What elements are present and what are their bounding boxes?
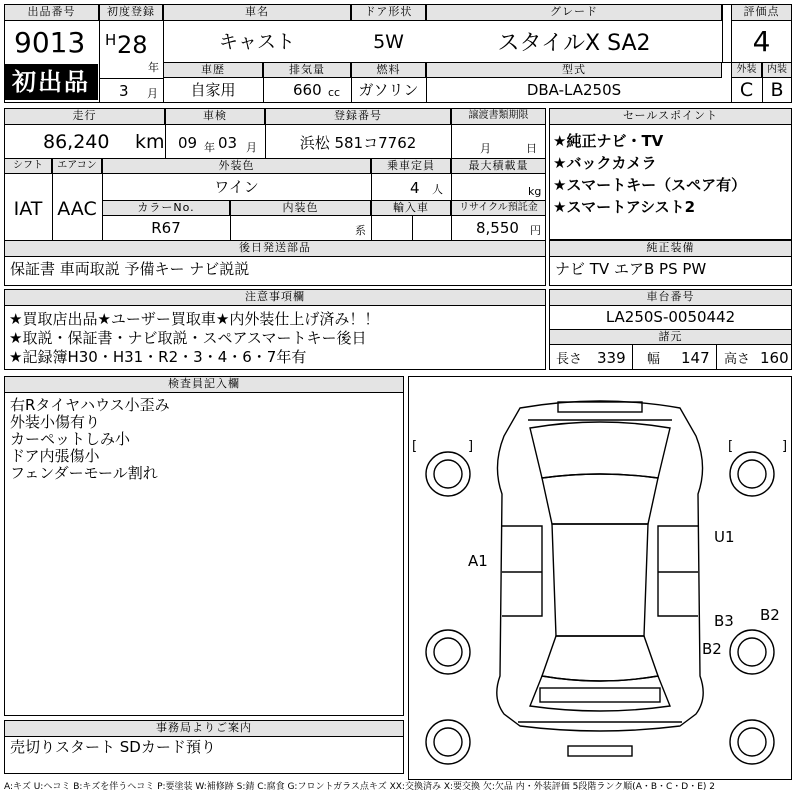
inspection-year: 09: [178, 134, 198, 152]
bracket-mark: [: [412, 439, 418, 454]
door-type: 5W: [373, 31, 404, 53]
interior-color-unit: 系: [355, 224, 366, 237]
history-value: 自家用: [190, 81, 236, 99]
color-no-value: R67: [151, 219, 181, 237]
model-label: 型式: [426, 62, 722, 78]
office-label: 事務局よりご案内: [4, 720, 404, 737]
sales-points-label: セールスポイント: [549, 108, 792, 125]
first-reg-month: 3: [119, 82, 129, 100]
inspector-line: フェンダーモール割れ: [10, 464, 158, 482]
recycle-label: リサイクル預託金: [451, 200, 546, 216]
shift-value: IAT: [13, 198, 43, 220]
inspector-line: 右Rタイヤハウス小歪み: [10, 396, 170, 414]
chassis-number: LA250S-0050442: [605, 308, 736, 326]
damage-mark-b3: B3: [714, 612, 734, 630]
transfer-day-unit: 日: [526, 142, 537, 155]
car-name-label: 車名: [163, 4, 351, 21]
history-label: 車歴: [163, 62, 263, 78]
inspection-label: 車検: [165, 108, 265, 125]
damage-mark-b2-side: B2: [760, 606, 780, 624]
dimensions-label: 諸元: [549, 329, 792, 345]
note-line: ★取説・保証書・ナビ取説・スペアスマートキー後日: [9, 329, 367, 347]
first-listing-badge: 初出品: [4, 64, 98, 100]
bracket-mark: ]: [782, 439, 788, 454]
import-label: 輸入車: [371, 200, 451, 216]
bracket-mark: ]: [468, 439, 474, 454]
registration-number: 浜松 581コ7762: [299, 134, 417, 152]
score-label: 評価点: [731, 4, 792, 21]
height-value: 160: [760, 349, 789, 367]
length-label: 長さ: [556, 352, 583, 367]
note-line: ★買取店出品★ユーザー買取車★内外装仕上げ済み！！: [9, 310, 380, 328]
exterior-color-label: 外装色: [102, 158, 371, 174]
width-value: 147: [681, 349, 710, 367]
grade-label: グレード: [426, 4, 722, 21]
lot-label: 出品番号: [4, 4, 99, 21]
grade: スタイルX SA2: [497, 31, 651, 56]
interior-color-label: 内装色: [230, 200, 371, 216]
capacity-value: 4: [410, 179, 420, 197]
recycle-unit: 円: [530, 224, 541, 237]
color-no-label: カラーNo.: [102, 200, 230, 216]
year-unit: 年: [148, 61, 159, 74]
score: 4: [752, 25, 771, 58]
chassis-label: 車台番号: [549, 289, 792, 306]
month-unit: 月: [147, 87, 158, 100]
sales-point: ★バックカメラ: [553, 154, 657, 172]
sales-point: ★スマートアシスト2: [553, 198, 696, 216]
sales-points-list: [553, 130, 746, 218]
mileage-unit: km: [135, 131, 165, 153]
car-name: キャスト: [218, 31, 295, 53]
shift-label: シフト: [4, 158, 52, 174]
inspector-line: ドア内張傷小: [10, 447, 100, 465]
fuel-label: 燃料: [351, 62, 426, 78]
later-parts-label: 後日発送部品: [4, 240, 546, 257]
equipment-label: 純正装備: [549, 240, 792, 257]
displacement-label: 排気量: [263, 62, 351, 78]
notes-list: [9, 310, 379, 367]
note-line: ★記録簿H30・H31・R2・3・4・6・7年有: [9, 348, 307, 366]
sales-point: ★スマートキー（スペア有）: [553, 176, 747, 194]
exterior-color: ワイン: [214, 178, 259, 196]
door-label: ドア形状: [351, 4, 426, 21]
inspection-year-unit: 年: [204, 141, 215, 154]
inspector-list: [10, 397, 170, 482]
inspection-month: 03: [218, 134, 238, 152]
inspector-line: カーペットしみ小: [10, 430, 131, 448]
displacement-unit: cc: [328, 86, 341, 99]
damage-mark-u1: U1: [714, 528, 735, 546]
first-reg-year: 28: [117, 31, 148, 59]
bracket-mark: [: [728, 439, 734, 454]
lot-number: 9013: [14, 26, 86, 59]
legend: A:キズ U:ヘコミ B:キズを伴うヘコミ P:要塗装 W:補修跡 S:錆 C:腐食 G:フロントガラス点キズ XX:交換済み X:要交換 欠:欠品 内・外装評価 5段階ランク順(A・B・C・D・E) 2: [4, 782, 716, 792]
aircon-value: AAC: [57, 198, 97, 220]
capacity-unit: 人: [432, 183, 443, 196]
later-parts-value: 保証書 車両取説 予備キー ナビ説説: [10, 260, 250, 278]
registration-label: 登録番号: [265, 108, 451, 125]
inspection-month-unit: 月: [246, 141, 257, 154]
recycle-value: 8,550: [476, 219, 519, 237]
mileage-label: 走行: [4, 108, 165, 125]
max-load-label: 最大積載量: [451, 158, 546, 174]
inspector-line: 外装小傷有り: [10, 413, 101, 431]
first-reg-label: 初度登録: [99, 4, 163, 21]
displacement-value: 660: [293, 81, 322, 99]
height-label: 高さ: [724, 352, 751, 367]
office-value: 売切りスタート SDカード預り: [10, 738, 216, 756]
inspector-label: 検査員記入欄: [4, 376, 404, 393]
damage-mark-b2-rear: B2: [702, 640, 722, 658]
mileage-value: 86,240: [43, 131, 110, 153]
transfer-label: 譲渡書類期限: [451, 108, 546, 125]
car-diagram: [408, 376, 792, 780]
transfer-month-unit: 月: [480, 142, 491, 155]
int-grade-label: 内装: [762, 62, 792, 78]
ext-grade-label: 外装: [731, 62, 762, 78]
model-value: DBA-LA250S: [526, 81, 622, 99]
damage-mark-a1: A1: [468, 552, 488, 570]
ext-grade: C: [739, 79, 754, 101]
length-value: 339: [597, 349, 626, 367]
max-load-unit: kg: [528, 185, 542, 198]
fuel-value: ガソリン: [358, 81, 419, 99]
capacity-label: 乗車定員: [371, 158, 451, 174]
sales-point: ★純正ナビ・TV: [553, 132, 664, 150]
int-grade: B: [770, 79, 784, 101]
width-label: 幅: [647, 352, 661, 367]
era: H: [105, 31, 117, 49]
notes-label: 注意事項欄: [4, 289, 546, 306]
aircon-label: エアコン: [52, 158, 102, 174]
equipment-value: ナビ TV エアB PS PW: [555, 260, 707, 278]
